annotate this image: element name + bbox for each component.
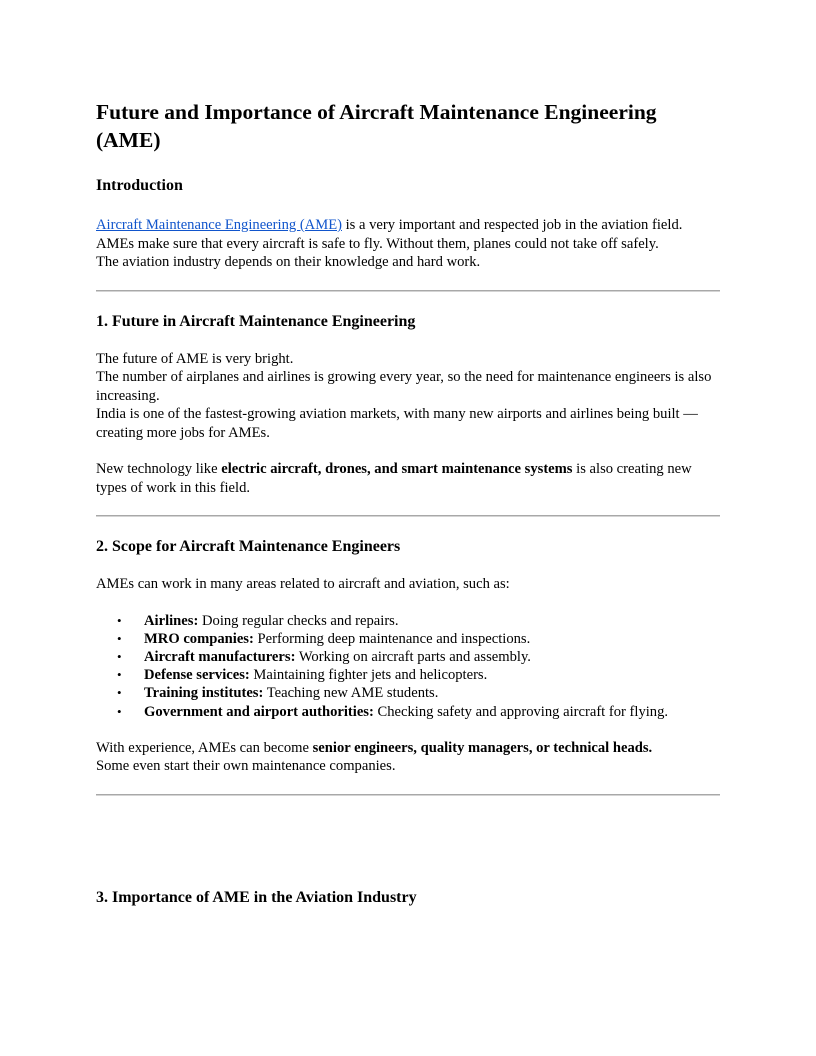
list-item-label: Training institutes:	[144, 685, 264, 702]
intro-heading: Introduction	[96, 177, 183, 194]
bullet-icon: •	[117, 685, 122, 701]
section1-p4-bold: electric aircraft, drones, and smart maintenance systems	[221, 461, 573, 477]
list-item-text: Teaching new AME students.	[263, 685, 439, 702]
scope-list	[96, 612, 720, 721]
section1-p4-before: New technology like	[96, 461, 222, 477]
list-item	[96, 666, 720, 684]
ame-link[interactable]: Aircraft Maintenance Engineering (AME)	[96, 217, 342, 233]
list-item-text: Performing deep maintenance and inspections.	[253, 630, 531, 647]
section1-heading: 1. Future in Aircraft Maintenance Engineering	[96, 312, 416, 330]
list-item	[96, 703, 720, 721]
intro-line3: The aviation industry depends on their knowledge and hard work.	[96, 254, 481, 270]
list-item	[96, 648, 720, 666]
bullet-icon: •	[117, 630, 122, 646]
list-item-label: Airlines:	[144, 612, 199, 629]
bullet-icon: •	[117, 648, 122, 664]
list-item-label: Defense services:	[144, 667, 250, 684]
section1-paragraph2: The number of airplanes and airlines is growing every year, so the need for maintenance engineers is also increasing.	[96, 369, 712, 404]
list-item-text: Working on aircraft parts and assembly.	[295, 648, 531, 665]
document-title: Future and Importance of Aircraft Maintenance Engineering (AME)	[96, 100, 657, 152]
section1-paragraph4	[96, 460, 720, 497]
intro-line1-rest: is a very important and respected job in the aviation field.	[341, 217, 683, 233]
section2-closing	[96, 739, 720, 758]
section1-paragraph3: India is one of the fastest-growing aviation markets, with many new airports and airlines being built — creating more jobs for AMEs.	[96, 406, 698, 441]
section3-heading: 3. Importance of AME in the Aviation Industry	[96, 888, 417, 906]
bullet-icon: •	[117, 667, 122, 683]
section2-closing-before: With experience, AMEs can become	[96, 739, 313, 756]
intro-paragraph	[96, 216, 720, 235]
list-item-label: MRO companies:	[144, 630, 254, 647]
section2-lead: AMEs can work in many areas related to aircraft and aviation, such as:	[96, 576, 510, 592]
list-item-text: Checking safety and approving aircraft for flying.	[373, 703, 669, 720]
section2-heading: 2. Scope for Aircraft Maintenance Engineers	[96, 538, 401, 555]
section2-closing-line2: Some even start their own maintenance companies.	[96, 758, 396, 775]
list-item-label: Government and airport authorities:	[144, 703, 374, 720]
list-item	[96, 684, 720, 702]
list-item-text: Doing regular checks and repairs.	[198, 612, 399, 629]
document-page	[96, 96, 720, 908]
list-item-label: Aircraft manufacturers:	[144, 648, 296, 665]
bullet-icon: •	[117, 612, 122, 628]
section1-paragraph1: The future of AME is very bright.	[96, 350, 294, 367]
list-item-text: Maintaining fighter jets and helicopters.	[249, 667, 488, 684]
list-item	[96, 630, 720, 648]
intro-line2: AMEs make sure that every aircraft is safe to fly. Without them, planes could not take off safely.	[96, 235, 659, 252]
list-item	[96, 612, 720, 630]
section2-closing-bold: senior engineers, quality managers, or technical heads.	[312, 739, 653, 756]
section1-p4-after: is also creating new types of work in this field.	[96, 461, 692, 496]
bullet-icon: •	[117, 703, 122, 719]
